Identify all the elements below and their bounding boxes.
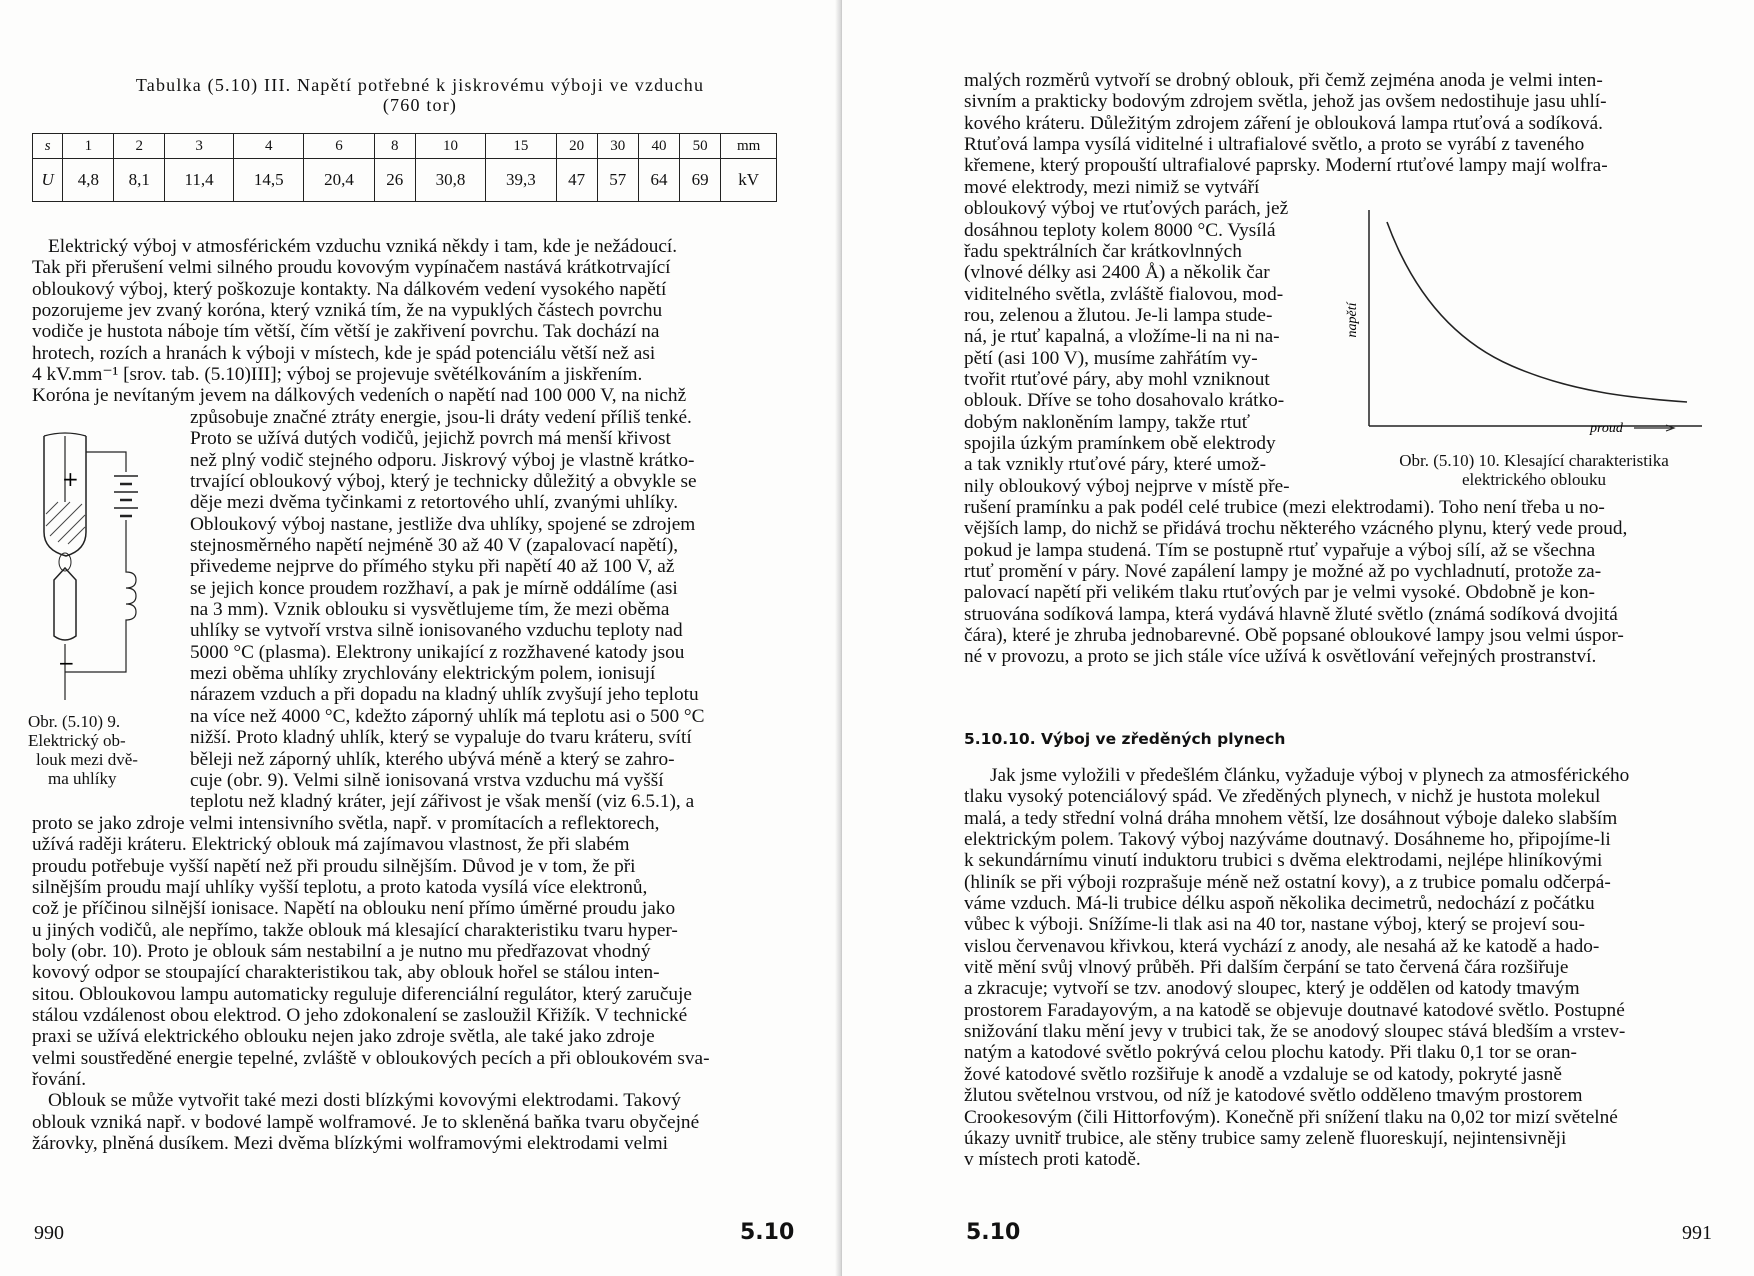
- text-line: žlutou světelnou vrstvou, od níž je katodové světlo odděleno tmavým prostorem: [964, 1085, 1583, 1107]
- text-line: váme vzduch. Má-li trubice délku aspoň několika decimetrů, nedochází z počátku: [964, 893, 1595, 915]
- text-line: Rtuťová lampa vysílá viditelné i ultrafialové světlo, a proto se vyrábí z taveného: [964, 134, 1585, 156]
- text-line: nárazem vzduch a při dopadu na kladný uhlík zvyšují jeho teplotu: [190, 684, 699, 706]
- table-cell: 8,1: [114, 159, 165, 202]
- arc-lamp-figure: [28, 432, 168, 702]
- table-cell: 64: [638, 159, 679, 202]
- page-number: 990: [34, 1222, 64, 1244]
- text-line: hrotech, rozích a hranách k výboji v místech, kde je spád potenciálu větší než asi: [32, 342, 656, 364]
- text-line: boly (obr. 10). Proto je oblouk sám nestabilní a je nutno mu předřazovat vhodný: [32, 941, 651, 963]
- fig10-caption: [1364, 451, 1704, 489]
- text-line: vůbec k výboji. Snížíme-li tlak asi na 40 tor, nastane výboj, který se projeví sou-: [964, 914, 1585, 936]
- text-line: žárovky, plněná dusíkem. Mezi dvěma blízkými wolframovými elektrodami velmi: [32, 1133, 668, 1155]
- table-cell: 4,8: [63, 159, 114, 202]
- text-line: Crookesovým (čili Hittorfovým). Konečně při snížení tlaku na 0,02 tor mizí světelné: [964, 1106, 1618, 1128]
- text-line: Tak při přerušení velmi silného proudu kovovým vypínačem nastává krátkotrvající: [32, 257, 671, 279]
- table-cell: 3: [165, 134, 234, 159]
- fig9-caption-line: ma uhlíky: [48, 769, 117, 788]
- table-cell: 11,4: [165, 159, 234, 202]
- text-line: řadu spektrálních čar krátkovlnných: [964, 241, 1242, 263]
- text-line: struována sodíková lampa, která vydává hlavně žluté světlo (známá sodíková dvojitá: [964, 603, 1618, 625]
- table-cell: s: [33, 134, 63, 159]
- text-line: pozorujeme jev zvaný koróna, který vzniká tím, že na vypuklých částech povrchu: [32, 300, 663, 322]
- table-cell: kV: [721, 159, 777, 202]
- text-line: dobým nakloněním lampy, takže rtuť: [964, 411, 1250, 433]
- text-line: vodiče je hustota náboje tím větší, čím větší je zakřivení povrchu. Tak dochází na: [32, 321, 660, 343]
- text-line: prostorem Faradayovým, a na katodě se objevuje doutnavé katodové světlo. Postupné: [964, 999, 1625, 1021]
- text-line: rtuť promění v páry. Nové zapálení lampy je možné až po vychladnutí, protože za-: [964, 561, 1602, 583]
- plus-sign: +: [62, 467, 79, 491]
- text-line: sivním a prakticky bodovým zdrojem světla, jehož jas ovšem nedostihuje jasu uhlí-: [964, 91, 1607, 113]
- text-line: proto se jako zdroje velmi intensivního světla, např. v promítacích a reflektorech,: [32, 813, 660, 834]
- text-line: 5000 °C (plasma). Elektrony unikající z rozžhavené katody jsou: [190, 641, 685, 663]
- y-axis-label: napětí: [1345, 302, 1360, 338]
- text-line: v místech proti katodě.: [964, 1149, 1141, 1171]
- table-cell: U: [33, 159, 63, 202]
- arc-characteristic-figure: [1342, 200, 1712, 440]
- text-line: stejnosměrného napětí nejméně 30 až 40 V (zapalovací napětí),: [190, 535, 679, 557]
- text-line: velmi soustředěné energie tepelné, zvláště v obloukových pecích a při obloukovém sva-: [32, 1047, 710, 1069]
- text-line: pětí (asi 100 V), musíme zahřátím vy-: [964, 347, 1258, 369]
- text-line: viditelného světla, zvláště fialovou, mod-: [964, 283, 1284, 305]
- fig10-caption-line: elektrického oblouku: [1462, 470, 1606, 489]
- table-cell: 15: [486, 134, 556, 159]
- text-line: cuje (obr. 9). Velmi silně ionisovaná vrstva vzduchu má vyšší: [190, 769, 664, 791]
- text-line: Proto se užívá dutých vodičů, jejichž povrch má menší křivost: [190, 428, 671, 450]
- text-line: oblouk vzniká např. v bodové lampě wolframové. Je to skleněná baňka tvaru obyčejné: [32, 1111, 700, 1133]
- section-heading: 5.10.10. Výboj ve zředěných plynech: [964, 730, 1286, 748]
- text-line: děje mezi dvěma tyčinkami z retortového uhlí, zvanými uhlíky.: [190, 492, 679, 514]
- text-line: oblouk. Dříve se toho dosahovalo krátko-: [964, 390, 1285, 412]
- section-mark: 5.10: [966, 1220, 1021, 1245]
- table-cell: 8: [374, 134, 415, 159]
- fig10-caption-line: Obr. (5.10) 10. Klesající charakteristika: [1399, 451, 1669, 470]
- left-top-paragraph: [32, 236, 784, 407]
- text-line: dosáhnou teploty kolem 8000 °C. Vysílá: [964, 219, 1276, 241]
- text-line: na 3 mm). Vznik oblouku si vysvětlujeme tím, že mezi oběma: [190, 599, 670, 621]
- table-value-row: [33, 159, 777, 202]
- battery-symbol: [114, 476, 138, 516]
- spark-voltage-table: [32, 133, 777, 202]
- text-line: řování.: [32, 1069, 87, 1091]
- table-cell: 40: [638, 134, 679, 159]
- text-line: 4 kV.mm⁻¹ [srov. tab. (5.10)III]; výboj se projevuje světélkováním a jiskřením.: [32, 364, 643, 386]
- table-cell: 39,3: [486, 159, 556, 202]
- text-line: né v provozu, a proto se jich stále více užívá k osvětlování veřejných prostranství.: [964, 646, 1597, 668]
- right-side-paragraph: [964, 177, 1346, 497]
- text-line: sitou. Obloukovou lampu automaticky reguluje diferenciální regulátor, který zaručuje: [32, 983, 692, 1005]
- text-line: úkazy uvnitř trubice, ale stěny trubice samy zeleně fluoreskují, nejintensivněji: [964, 1127, 1567, 1149]
- text-line: u jiných vodičů, ale nepřímo, takže oblouk má klesající charakteristiku tvaru hyper-: [32, 919, 678, 941]
- table-cell: 10: [415, 134, 485, 159]
- text-line: silnějším proudu mají uhlíky vyšší teplotu, a proto katoda vysílá více elektronů,: [32, 877, 648, 899]
- text-line: vislou červenavou křivkou, která vychází z anody, ale nesahá až ke katodě a hado-: [964, 935, 1600, 957]
- table-caption-line2: (760 tor): [382, 95, 458, 115]
- text-line: trvající obloukový výboj, který je technicky důležitý a obvykle se: [190, 471, 697, 493]
- text-line: palovací napětí při velikém tlaku rtuťových par je velmi vysoké. Obdobně je kon-: [964, 582, 1595, 604]
- text-line: spojila úzkým pramínkem obě elektrody: [964, 433, 1276, 455]
- x-axis-label: proud: [1590, 421, 1623, 436]
- table-cell: 57: [597, 159, 638, 202]
- text-line: tlaku vysoký potenciálový spád. Ve zředěných plynech, v nichž je hustota molekul: [964, 786, 1601, 808]
- text-line: Jak jsme vyložili v předešlém článku, vyžaduje výboj v plynech za atmosférického: [990, 765, 1630, 786]
- text-line: ná, je rtuť kapalná, a vložíme-li na ni na-: [964, 326, 1280, 348]
- text-line: uhlíky se vytvoří vrstva silně ionisovaného vzduchu teploty nad: [190, 620, 683, 642]
- text-line: a zkracuje; vytvoří se tzv. anodový sloupec, který je oddělen od katody tmavým: [964, 978, 1580, 1000]
- right-bottom-paragraph: [964, 765, 1716, 1171]
- text-line: Elektrický výboj v atmosférickém vzduchu vzniká někdy i tam, kde je nežádoucí.: [48, 236, 678, 257]
- text-line: obloukový výboj ve rtuťových parách, jež: [964, 198, 1289, 220]
- table-cell: 14,5: [234, 159, 304, 202]
- text-line: proudu potřebuje vyšší napětí než při proudu silnějším. Důvod je v tom, že při: [32, 855, 636, 877]
- table-cell: 1: [63, 134, 114, 159]
- text-line: snižování tlaku mění jevy v trubici tak, že se anodový sloupec stává bledším a vrstev-: [964, 1021, 1626, 1043]
- table-cell: 6: [304, 134, 374, 159]
- right-top-paragraph: [964, 70, 1716, 177]
- text-line: Oblouk se může vytvořit také mezi dosti blízkými kovovými elektrodami. Takový: [48, 1090, 681, 1112]
- left-page: [0, 0, 842, 1276]
- text-line: natým a katodové světlo pokrývá celou plochu katody. Při tlaku 0,1 tor se oran-: [964, 1042, 1577, 1064]
- text-line: k sekundárnímu vinutí induktoru trubici s dvěma elektrodami, nejlépe hliníkovými: [964, 850, 1603, 872]
- text-line: kového kráteru. Důležitým zdrojem záření je oblouková lampa rtuťová a sodíková.: [964, 112, 1603, 134]
- table-cell: mm: [721, 134, 777, 159]
- text-line: tvořit rtuťové páry, aby mohl vzniknout: [964, 369, 1270, 391]
- fig9-caption-line: Obr. (5.10) 9.: [28, 712, 121, 731]
- text-line: Koróna je nevítaným jevem na dálkových vedeních o napětí nad 100 000 V, na nichž: [32, 385, 687, 407]
- table-header-row: [33, 134, 777, 159]
- table-cell: 30,8: [415, 159, 485, 202]
- text-line: teplotu než kladný kráter, její zářivost je však menší (viz 6.5.1), a: [190, 791, 695, 813]
- section-mark: 5.10: [740, 1220, 795, 1245]
- table-cell: 26: [374, 159, 415, 202]
- text-line: užívá raději kráteru. Elektrický oblouk má zajímavou vlastnost, že při slabém: [32, 834, 630, 856]
- text-line: mové elektrody, mezi nimiž se vytváří: [964, 177, 1260, 198]
- table-cell: 20,4: [304, 159, 374, 202]
- left-bottom-paragraph: [32, 813, 784, 1155]
- table-cell: 2: [114, 134, 165, 159]
- text-line: pokud je lampa studená. Tím se postupně rtuť vypařuje a výboj sílí, až se všechna: [964, 539, 1596, 561]
- text-line: na více než 4000 °C, kdežto záporný uhlík má teplotu asi o 500 °C: [190, 705, 705, 727]
- table-cell: 69: [680, 159, 721, 202]
- text-line: kovový odpor se stoupající charakteristikou tak, aby oblouk hořel se stálou inten-: [32, 962, 660, 984]
- hyperbola-curve: [1387, 222, 1687, 402]
- text-line: (hliník se při výboji rozprašuje méně než ostatní kovy), a z trubice pomalu odčerpá-: [964, 871, 1611, 893]
- text-line: což je příčinou silnější ionisace. Napětí na oblouku není přímo úměrné proudu jako: [32, 898, 676, 920]
- table-caption: [30, 75, 810, 115]
- text-line: způsobuje značné ztráty energie, jsou-li dráty vedení příliš tenké.: [190, 407, 692, 428]
- text-line: běleji než záporný uhlík, kterého ubývá méně a který se zahro-: [190, 748, 675, 770]
- text-line: křemene, který propouští ultrafialové paprsky. Moderní rtuťové lampy mají wolfra-: [964, 155, 1608, 177]
- text-line: nižší. Proto kladný uhlík, který se vypaluje do tvaru kráteru, svítí: [190, 727, 692, 749]
- fig9-caption-line: Elektrický ob-: [28, 731, 126, 750]
- text-line: vitě mění svůj vlnový průběh. Při dalším čerpání se tato červená čára rozšiřuje: [964, 957, 1569, 979]
- text-line: než plný vodič stejného odporu. Jiskrový výboj je vlastně krátko-: [190, 449, 695, 471]
- text-line: nily obloukový výboj nejprve v místě pře-: [964, 475, 1290, 497]
- right-page: [842, 0, 1754, 1276]
- table-cell: 50: [680, 134, 721, 159]
- text-line: čára), které je zhruba jednobarevné. Obě popsané obloukové lampy jsou velmi úspor-: [964, 625, 1624, 647]
- fig9-caption: [28, 712, 168, 788]
- text-line: praxi se užívá elektrického oblouku nejen jako zdroje světla, ale také jako zdroje: [32, 1026, 655, 1048]
- right-middle-paragraph: [964, 497, 1716, 668]
- text-line: obloukový výboj, který poškozuje kontakty. Na dálkovém vedení vysokého napětí: [32, 278, 667, 300]
- text-line: elektrickým polem. Takový výboj nazýváme doutnavý. Dosáhneme ho, připojíme-li: [964, 829, 1611, 851]
- text-line: (vlnové délky asi 2400 Å) a několik čar: [964, 262, 1270, 284]
- carbon-rod-bottom: [54, 568, 76, 640]
- left-side-paragraph: [190, 407, 784, 813]
- table-caption-line1: Tabulka (5.10) III. Napětí potřebné k jiskrovému výboji ve vzduchu: [135, 75, 705, 95]
- table-cell: 4: [234, 134, 304, 159]
- text-line: malých rozměrů vytvoří se drobný oblouk, při čemž zejména anoda je velmi inten-: [964, 70, 1603, 91]
- text-line: přivedeme nejprve do přímého styku při napětí 40 až 100 V, až: [190, 556, 675, 578]
- table-cell: 47: [556, 159, 597, 202]
- text-line: stálou vzdálenost obou elektrod. O jeho zdokonalení se zasloužil Křižík. V technické: [32, 1005, 688, 1027]
- text-line: žové katodové světlo rozšiřuje k anodě a vzdaluje se od katody, pokryté jasně: [964, 1063, 1562, 1085]
- table-cell: 20: [556, 134, 597, 159]
- text-line: malá, a tedy střední volná dráha mnohem větší, lze dosáhnout výboje daleko slabším: [964, 807, 1618, 829]
- fig9-caption-line: louk mezi dvě-: [36, 750, 138, 769]
- text-line: rušení pramínku a pak podél celé trubice (mezi elektrodami). Toho není třeba u no-: [964, 497, 1605, 518]
- text-line: rou, zelenou a žlutou. Je-li lampa stude-: [964, 305, 1273, 327]
- text-line: Obloukový výboj nastane, jestliže dva uhlíky, spojené se zdrojem: [190, 513, 696, 535]
- page-number: 991: [1682, 1222, 1712, 1244]
- text-line: vějších lamp, do nichž se přidává trochu některého vzácného plynu, který vede proud,: [964, 518, 1628, 540]
- minus-sign: −: [58, 651, 75, 675]
- text-line: mezi oběma uhlíky zrychlovány elektrickým polem, ionisují: [190, 663, 656, 685]
- text-line: a tak vznikly rtuťové páry, které umož-: [964, 454, 1266, 476]
- text-line: se jejich konce proudem rozžhaví, a pak je mírně oddálíme (asi: [190, 577, 678, 599]
- table-cell: 30: [597, 134, 638, 159]
